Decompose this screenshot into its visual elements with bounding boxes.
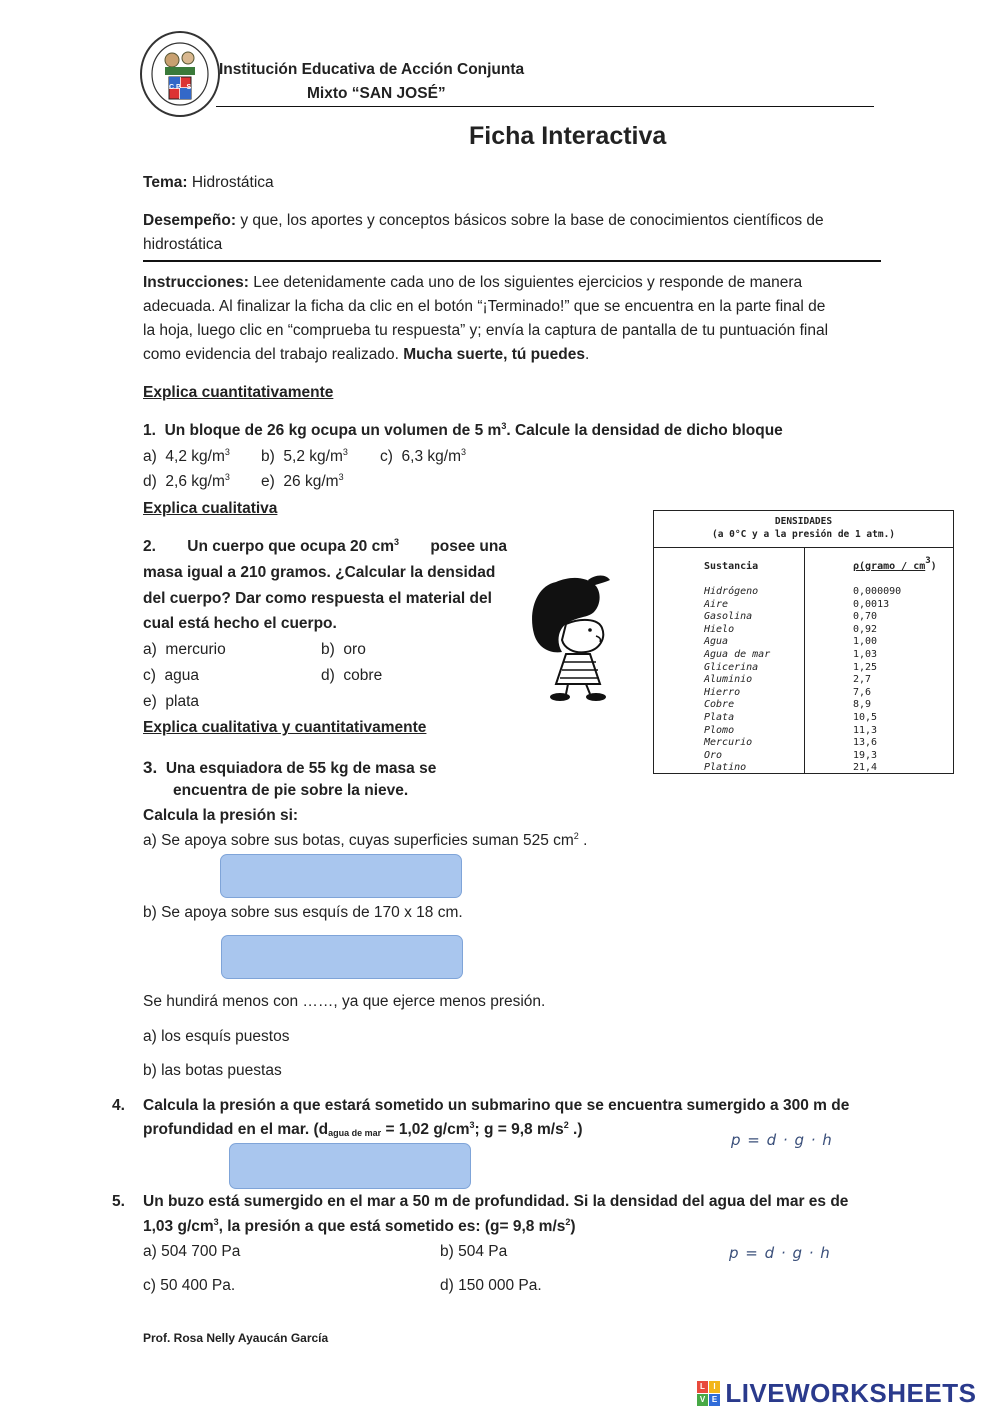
q1-option-a[interactable]	[143, 448, 230, 466]
q1-option-b[interactable]	[261, 448, 348, 466]
q3-conclusion: Se hundirá menos con ……, ya que ejerce menos presión.	[143, 993, 546, 1010]
q2-option-d[interactable]	[321, 667, 382, 685]
q3-part-b: b) Se apoya sobre sus esquís de 170 x 18 cm.	[143, 904, 463, 921]
q3-part-a-sup: 2	[573, 831, 579, 841]
q2-option-value: plata	[165, 693, 200, 710]
q3-part-a-end: .	[578, 832, 588, 849]
q2-line2: masa igual a 210 gramos. ¿Calcular la densidad	[143, 564, 496, 581]
q1-option-letter: b)	[261, 448, 275, 465]
section-heading-3: Explica cualitativa y cuantitativamente	[143, 719, 427, 736]
density-value: 21,4	[853, 762, 878, 774]
instrucciones-closing: Mucha suerte, tú puedes	[403, 346, 585, 363]
q4-number: 4.	[112, 1097, 125, 1114]
instrucciones-text1: Lee detenidamente cada uno de los siguientes ejercicios y responde de manera	[253, 274, 803, 291]
q5-sup1: 3	[213, 1217, 219, 1227]
instrucciones-line1	[143, 274, 802, 292]
density-table-title: DENSIDADES	[774, 516, 833, 527]
instrucciones-label: Instrucciones:	[143, 274, 249, 291]
q1-option-e[interactable]	[261, 473, 344, 491]
q5-sup2: 2	[565, 1217, 571, 1227]
density-col-value-end: )	[930, 561, 937, 572]
q2-option-c[interactable]	[143, 667, 199, 685]
q5-line1: Un buzo está sumergido en el mar a 50 m de profundidad. Si la densidad del agua del mar es de	[143, 1193, 849, 1210]
q3-line1	[143, 758, 436, 778]
q3a-answer-input[interactable]	[220, 854, 462, 898]
seal-text-top: JOSEPH MAGISTRI MAGISTER	[150, 20, 224, 26]
q1-option-letter: a)	[143, 448, 157, 465]
q4-text2a: profundidad en el mar. (d	[143, 1121, 329, 1138]
density-value: 7,6	[853, 686, 872, 698]
desempeno-line1	[143, 212, 824, 230]
q1-option-d[interactable]	[143, 473, 230, 491]
pressure-formula: p = d · g · h	[731, 1131, 833, 1149]
q2-text1a: Un cuerpo que ocupa 20 cm	[187, 538, 394, 555]
q5-number: 5.	[112, 1193, 125, 1210]
density-substance: Plata	[704, 712, 735, 723]
q4-sup1: 3	[469, 1120, 475, 1130]
q4-text2c: ; g = 9,8 m/s	[474, 1121, 564, 1138]
density-table-header	[654, 511, 953, 548]
density-substance: Aire	[704, 598, 729, 610]
logo-tile: E	[709, 1394, 720, 1406]
q2-option-letter: c)	[143, 667, 156, 684]
section-heading-1: Explica cuantitativamente	[143, 384, 334, 401]
q4-answer-input[interactable]	[229, 1143, 471, 1189]
q4-text2d: .)	[568, 1121, 583, 1138]
cartoon-girl-illustration	[526, 572, 624, 704]
density-table-subtitle: (a 0°C y a la presión de 1 atm.)	[711, 529, 896, 540]
density-substance: Oro	[704, 749, 723, 761]
liveworksheets-logo[interactable]	[697, 1378, 976, 1410]
density-value: 1,25	[853, 661, 878, 673]
density-col-value-sup: 3	[925, 556, 931, 566]
density-value: 10,5	[853, 712, 878, 723]
density-substance: Cobre	[704, 699, 735, 711]
logo-tile: L	[697, 1381, 708, 1393]
density-substance: Hidrógeno	[704, 586, 759, 597]
density-value: 11,3	[853, 724, 878, 736]
density-value: 1,00	[853, 636, 878, 648]
q1-option-value: 26 kg/m	[283, 473, 339, 490]
q1-option-value: 5,2 kg/m	[283, 448, 343, 465]
density-substance: Aluminio	[704, 674, 753, 686]
q2-option-value: agua	[164, 667, 200, 684]
q3-line3: Calcula la presión si:	[143, 807, 299, 824]
q1-option-letter: c)	[380, 448, 393, 465]
q1-text: Un bloque de 26 kg ocupa un volumen de 5 m	[164, 422, 502, 439]
q1-option-letter: d)	[143, 473, 157, 490]
instrucciones-line3: la hoja, luego clic en “comprueba tu respuesta” y; envía la captura de pantalla de tu puntuación final	[143, 322, 829, 339]
q2-line3: del cuerpo? Dar como respuesta el material del	[143, 590, 492, 607]
instrucciones-period: .	[584, 346, 590, 363]
logo-tile: I	[709, 1381, 720, 1393]
density-col-value-text: ρ(gramo / cm	[853, 561, 926, 572]
section-heading-2: Explica cualitativa	[143, 500, 278, 517]
density-substance: Agua de mar	[704, 649, 771, 660]
q5-option-a[interactable]: a) 504 700 Pa	[143, 1243, 241, 1260]
q1-option-sup: 3	[338, 472, 344, 482]
density-substance: Gasolina	[704, 611, 753, 623]
q1-sup: 3	[501, 421, 507, 431]
desempeno-line2: hidrostática	[143, 236, 223, 253]
pressure-formula-2: p = d · g · h	[729, 1244, 831, 1262]
instrucciones-text4: como evidencia del trabajo realizado.	[143, 346, 399, 363]
logo-tile: V	[697, 1394, 708, 1406]
q2-option-value: mercurio	[165, 641, 226, 658]
q1-option-sup: 3	[224, 447, 230, 457]
q5-option-b[interactable]: b) 504 Pa	[440, 1243, 508, 1260]
q5-option-c[interactable]: c) 50 400 Pa.	[143, 1277, 236, 1294]
q1-text-end: . Calcule la densidad de dicho bloque	[506, 422, 783, 439]
desempeno-label: Desempeño:	[143, 212, 237, 229]
q3-option-a[interactable]: a) los esquís puestos	[143, 1028, 290, 1045]
logo-tiles	[697, 1381, 721, 1407]
q2-option-e[interactable]	[143, 693, 199, 711]
tema-value: Hidrostática	[191, 174, 274, 191]
q2-option-value: cobre	[343, 667, 383, 684]
q5-text2a: 1,03 g/cm	[143, 1218, 214, 1235]
density-col-substance: Sustancia	[704, 561, 759, 572]
instrucciones-line4	[143, 346, 589, 364]
q1-number: 1.	[143, 422, 156, 439]
desempeno-text1: y que, los aportes y conceptos básicos sobre la base de conocimientos científicos de	[240, 212, 824, 229]
q3-option-b[interactable]: b) las botas puestas	[143, 1062, 282, 1079]
q5-option-d[interactable]: d) 150 000 Pa.	[440, 1277, 542, 1294]
q2-line4: cual está hecho el cuerpo.	[143, 615, 337, 632]
q4-text2b: = 1,02 g/cm	[381, 1121, 470, 1138]
school-name-line1: Institución Educativa de Acción Conjunta	[219, 61, 525, 78]
brand-name: LIVEWORKSHEETS	[725, 1378, 977, 1408]
density-value: 13,6	[853, 737, 878, 749]
q3-part-a-text: a) Se apoya sobre sus botas, cuyas superficies suman 525 cm	[143, 832, 574, 849]
school-seal	[139, 30, 221, 118]
q2-option-a[interactable]	[143, 641, 226, 659]
section-divider	[143, 260, 881, 262]
density-value: 0,70	[853, 611, 878, 623]
density-table	[653, 510, 954, 774]
q1-option-value: 4,2 kg/m	[165, 448, 225, 465]
density-substance: Platino	[704, 762, 747, 774]
q2-option-letter: b)	[321, 641, 335, 658]
q3-line2: encuentra de pie sobre la nieve.	[173, 782, 409, 799]
q3-part-a	[143, 832, 587, 850]
q2-option-value: oro	[343, 641, 366, 658]
q3-number: 3.	[143, 758, 158, 777]
q1-option-letter: e)	[261, 473, 275, 490]
q2-option-b[interactable]	[321, 641, 366, 659]
q3-text1: Una esquiadora de 55 kg de masa se	[165, 760, 437, 777]
density-substance: Mercurio	[704, 737, 753, 749]
q4-line1: Calcula la presión a que estará sometido un submarino que se encuentra sumergido a 300 m de	[143, 1097, 850, 1114]
q5-text2c: )	[570, 1218, 576, 1235]
teacher-name: Prof. Rosa Nelly Ayaucán García	[143, 1331, 329, 1345]
q2-text1b: posee una	[430, 538, 507, 555]
density-value: 0,000090	[853, 586, 902, 597]
school-name-line2: Mixto “SAN JOSÉ”	[307, 85, 446, 102]
density-table-divider	[804, 547, 805, 773]
density-value: 19,3	[853, 749, 878, 761]
q1-option-c[interactable]	[380, 448, 466, 466]
tema-label: Tema:	[143, 174, 188, 191]
q4-line2	[143, 1121, 583, 1139]
q2-line1	[143, 538, 507, 556]
q2-sup: 3	[393, 537, 399, 547]
density-value: 0,0013	[853, 598, 890, 610]
q1-option-value: 6,3 kg/m	[401, 448, 461, 465]
page-title: Ficha Interactiva	[469, 122, 667, 150]
q2-number: 2.	[143, 538, 156, 555]
q2-option-letter: a)	[143, 641, 157, 658]
header-divider	[216, 106, 874, 107]
seal-text-bottom: ESTO NOBIS DUX	[160, 120, 203, 126]
density-substance: Hierro	[704, 686, 741, 698]
q1-option-sup: 3	[461, 447, 467, 457]
density-value: 8,9	[853, 699, 872, 711]
q5-text2b: , la presión a que está sometido es: (g= 9,8 m/s	[218, 1218, 566, 1235]
q5-line2	[143, 1218, 576, 1236]
q1-option-sup: 3	[342, 447, 348, 457]
density-substance: Agua	[704, 636, 729, 648]
q2-option-letter: d)	[321, 667, 335, 684]
density-value: 1,03	[853, 649, 878, 660]
seal-letters: CP SJ	[169, 84, 200, 91]
instrucciones-line2: adecuada. Al finalizar la ficha da clic en el botón “¡Terminado!” que se encuentra en la parte final de	[143, 298, 826, 315]
density-value: 2,7	[853, 674, 872, 686]
q4-sup2: 2	[563, 1120, 569, 1130]
density-value: 0,92	[853, 623, 878, 635]
density-substance: Hielo	[704, 623, 735, 635]
q3b-answer-input[interactable]	[221, 935, 463, 979]
q1-option-value: 2,6 kg/m	[165, 473, 225, 490]
q4-sub: agua de mar	[328, 1128, 382, 1138]
density-substance: Glicerina	[704, 661, 759, 673]
q2-option-letter: e)	[143, 693, 157, 710]
density-col-value	[853, 556, 937, 572]
density-substance: Plomo	[704, 724, 735, 736]
question-1	[143, 422, 783, 440]
tema	[143, 174, 274, 192]
q1-option-sup: 3	[224, 472, 230, 482]
